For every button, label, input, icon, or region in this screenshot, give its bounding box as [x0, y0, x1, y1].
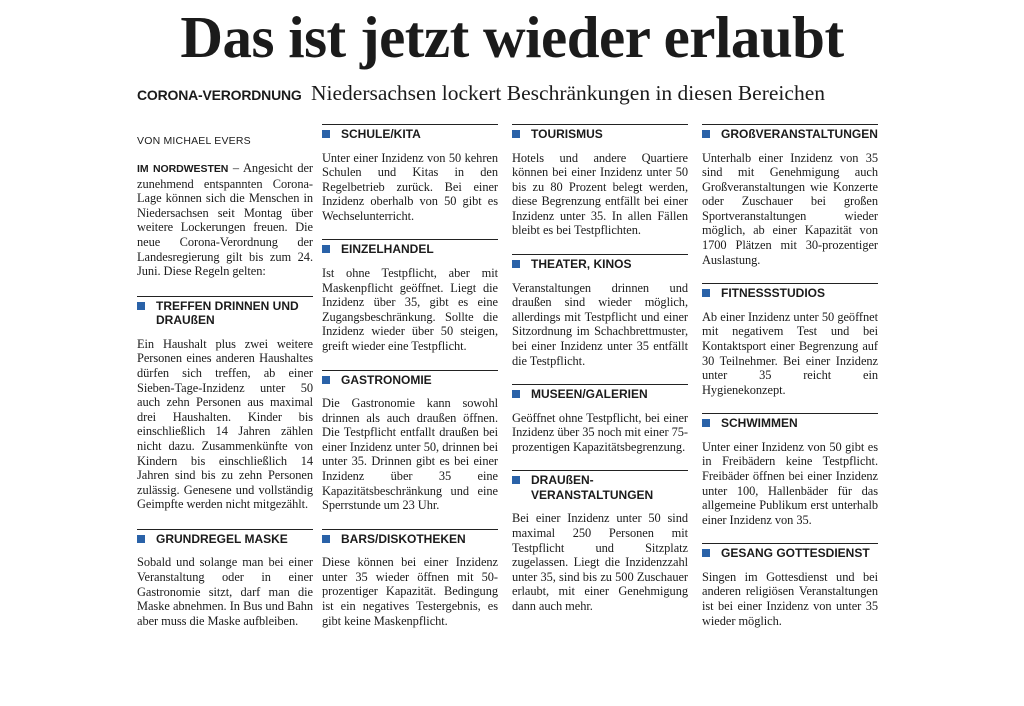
section-title: THEATER, KINOS	[531, 257, 632, 272]
section-title: TOURISMUS	[531, 127, 603, 141]
section-text: Unter einer Inzidenz von 50 gibt es in Freibädern keine Testpflicht. Freibäder öffnen bei einer Inzidenz unter 100, Hallenbäder für das allgemeine Publikum erst unterhalb einer Inzidenz von 35.	[702, 439, 878, 527]
square-bullet-icon	[322, 535, 330, 543]
square-bullet-icon	[322, 130, 330, 138]
section-text: Unterhalb einer Inzidenz von 35 sind mit Genehmigung auch Großveranstaltungen wie Konzerte oder Zuschauer bei großen Sportveranstaltungen wieder möglich, ab einer Kapazität von 1700 Plätzen mit 30-prozentiger Auslastung.	[702, 150, 878, 267]
section-heading	[322, 529, 498, 547]
column-4	[702, 124, 878, 644]
square-bullet-icon	[322, 376, 330, 384]
intro-body: – Angesicht der zunehmend entspannten Corona-Lage können sich die Menschen in Niedersachsen seit Montag über weitere Lockerungen freuen. Die neue Corona-Verordnung der Landesregierung gilt bis zum 24. Juni. Diese Regeln gelten:	[137, 161, 313, 279]
section-heading	[702, 543, 878, 561]
section-text: Veranstaltungen drinnen und draußen sind wieder möglich, allerdings mit Testpflicht und einer Sitzordnung im Schachbrettmuster, bei einer Inzidenz unter 35 entfällt die Testpflicht.	[512, 280, 688, 368]
section-schwimmen	[702, 413, 878, 527]
section-title: FITNESSSTUDIOS	[721, 286, 826, 301]
section-text: Ab einer Inzidenz unter 50 geöffnet mit negativem Test und bei Kontaktsport einer Begrenzung auf 30 Teilnehmer. Bei einer Inzidenz unter 35 reicht ein Hygienekonzept.	[702, 309, 878, 397]
section-text: Die Gastronomie kann sowohl drinnen als auch draußen öffnen. Die Testpflicht entfallt draußen bei einer Inzidenz unter 50, drinnen bei unter 35. Drinnen gibt es bei einer Inzidenz über 35 eine Kapazitätsbeschränkung und eine Sperrstunde um 23 Uhr.	[322, 396, 498, 513]
section-text: Singen im Gottesdienst und bei anderen religiösen Veranstaltungen ist bei einer Inzidenz von unter 35 wieder möglich.	[702, 569, 878, 628]
section-text: Diese können bei einer Inzidenz unter 35 wieder öffnen mit 50-prozentiger Kapazität. Bedingung ist ein negatives Testergebnis, es gibt keine Maskenpflicht.	[322, 555, 498, 628]
section-text: Sobald und solange man bei einer Veranstaltung oder in einer Gastronomie sitzt, darf man die Maske abnehmen. In Bus und Bahn aber muss die Maske aufbleiben.	[137, 555, 313, 628]
square-bullet-icon	[322, 245, 330, 253]
section-grossveranstaltungen	[702, 124, 878, 267]
section-title: DRAUßEN-VERANSTALTUNGEN	[531, 473, 654, 502]
column-2	[322, 124, 498, 644]
square-bullet-icon	[137, 535, 145, 543]
section-heading	[512, 124, 688, 142]
section-schule	[322, 124, 498, 223]
section-title: GASTRONOMIE	[341, 372, 432, 387]
section-title: GROßVERANSTALTUNGEN	[721, 127, 878, 141]
section-text: Bei einer Inzidenz unter 50 sind maximal 250 Personen mit Testpflicht und Sitzplatz zugelassen. Liegt die Inzidenzzahl unter 35, sind bis zu 500 Zuschauer erlaubt, mit einer Genehmigung dann auch mehr.	[512, 511, 688, 613]
section-heading	[512, 384, 688, 402]
section-text: Geöffnet ohne Testpflicht, bei einer Inzidenz über 35 noch mit einer 75-prozentigen Kapazitätsbegrenzung.	[512, 410, 688, 454]
section-heading	[322, 370, 498, 388]
subheadline-row	[137, 80, 825, 108]
square-bullet-icon	[702, 130, 710, 138]
section-text: Ist ohne Testpflicht, aber mit Maskenpflicht geöffnet. Liegt die Inzidenz über 35, gibt es eine Zugangsbeschränkung. Sollte die Inzidenz wieder über 50 steigen, greift wieder eine Testpflicht.	[322, 265, 498, 353]
section-heading	[137, 296, 313, 328]
section-title: TREFFEN DRINNEN UND DRAUßEN	[156, 298, 299, 328]
section-museen	[512, 384, 688, 454]
square-bullet-icon	[512, 260, 520, 268]
square-bullet-icon	[512, 390, 520, 398]
section-text: Unter einer Inzidenz von 50 kehren Schulen und Kitas in den Regelbetrieb zurück. Bei einer Inzidenz oberhalb von 50 gibt es Wechselunterricht.	[322, 150, 498, 223]
section-fitness	[702, 283, 878, 397]
section-tourismus	[512, 124, 688, 238]
section-text: Hotels und andere Quartiere können bei einer Inzidenz unter 50 bis zu 80 Prozent belegt werden, diese Begrenzung entfällt bei einer Inzidenz unter 35. In allen Fällen bleibt es bei Testpflichten.	[512, 150, 688, 238]
column-1	[137, 124, 313, 645]
subheadline: Niedersachsen lockert Beschränkungen in diesen Bereichen	[310, 81, 825, 105]
section-title: GESANG GOTTESDIENST	[721, 546, 870, 561]
section-heading	[322, 124, 498, 142]
section-heading	[702, 283, 878, 301]
intro-text	[137, 161, 313, 279]
section-heading	[702, 124, 878, 142]
section-heading	[512, 470, 688, 502]
section-title: GRUNDREGEL MASKE	[156, 531, 288, 546]
section-title: EINZELHANDEL	[341, 242, 434, 257]
dateline: IM NORDWESTEN	[137, 163, 229, 175]
section-text: Ein Haushalt plus zwei weitere Personen eines anderen Haushaltes dürfen sich treffen, ab einer Sieben-Tage-Inzidenz unter 50 auch zehn Personen aus maximal drei Haushalten. Kinder bis einschließlich 14 Jahren zählen nicht dazu. Zusammenkünfte von Kindern bis einschließlich 14 Jahren sind bis zu zehn Personen zulässig. Genesene und vollständig Geimpfte werden nicht mitgezählt.	[137, 336, 313, 512]
section-heading	[512, 254, 688, 272]
section-gastronomie	[322, 370, 498, 513]
section-title: BARS/DISKOTHEKEN	[341, 531, 466, 546]
kicker: CORONA-VERORDNUNG	[137, 87, 302, 103]
square-bullet-icon	[512, 476, 520, 484]
headline: Das ist jetzt wieder erlaubt	[180, 4, 844, 70]
section-heading	[322, 239, 498, 257]
section-title: MUSEEN/GALERIEN	[531, 387, 648, 402]
section-bars	[322, 529, 498, 628]
square-bullet-icon	[702, 549, 710, 557]
section-title: SCHWIMMEN	[721, 416, 798, 431]
square-bullet-icon	[137, 302, 145, 310]
square-bullet-icon	[702, 419, 710, 427]
section-title: SCHULE/KITA	[341, 127, 421, 141]
section-gesang	[702, 543, 878, 628]
section-heading	[702, 413, 878, 431]
square-bullet-icon	[702, 289, 710, 297]
section-treffen	[137, 296, 313, 512]
section-maske	[137, 529, 313, 628]
author: VON MICHAEL EVERS	[137, 135, 251, 147]
section-heading	[137, 529, 313, 547]
column-3	[512, 124, 688, 630]
section-einzelhandel	[322, 239, 498, 353]
square-bullet-icon	[512, 130, 520, 138]
section-theater	[512, 254, 688, 368]
section-draussen	[512, 470, 688, 613]
